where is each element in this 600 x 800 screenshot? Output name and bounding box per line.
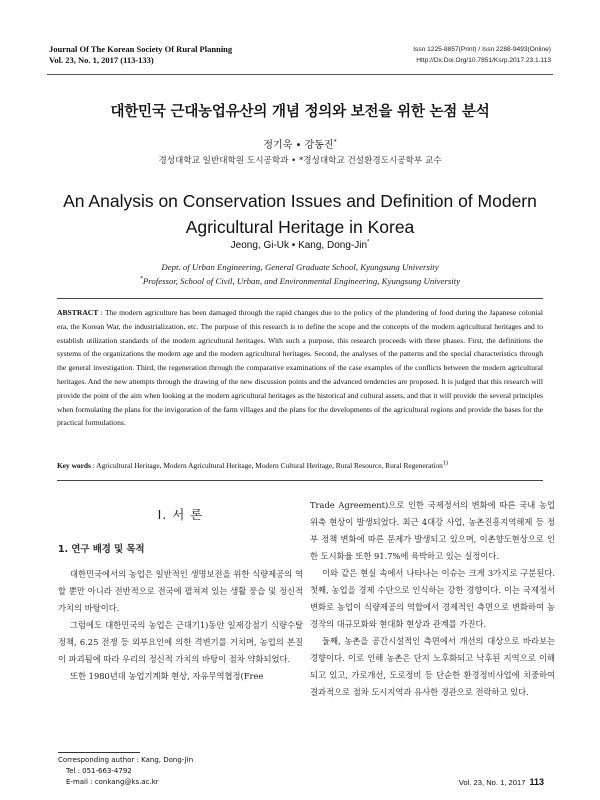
corresponding-tel: Tel : 051-663-4792 — [66, 767, 132, 775]
title-english-line-2: Agricultural Heritage in Korea — [185, 217, 415, 237]
page-number: 113 — [529, 777, 544, 787]
authors-korean-mark: * — [333, 138, 337, 146]
footer-volume: Vol. 23, No. 1, 2017 — [458, 778, 526, 787]
left-paragraph-3: 또한 1980년대 농업기계화 현상, 자유무역협정(Free — [70, 671, 264, 681]
issn: Issn 1225-8857(Print) / Issn 2288-9493(Online) — [413, 46, 551, 53]
corresponding-author: Corresponding author : Kang, Dong-Jin — [58, 756, 194, 764]
authors-english-mark: * — [367, 239, 370, 246]
abstract-text: : The modern agriculture has been damaged through the rapid changes due to the policy of the plundering of food during the Japanese colonial era, the Korean War, the industrialization, etc. The purpose of this research is to define the scope and the concepts of the modern agricultural heritages and to establish utilization standards of the modern agricultural heritages. With such a purpose, this research proceeds with three phases. First, the definitions the systems of the organizations the modern age and the modern agricultural heritages. Second, the analyses of the patterns and the special characteristics through the general investigation. Third, the regeneration through the comparative examinations of the case examples of the conflicts between the modern agricultural heritages. And the new attempts through the drawing of the new discussion points and the advanced tendencies are proposed. It is judged that this research will provide the point of the aim when looking at the modern agricultural heritages as the historical and cultural assets, and that it will provide the several principles when formulating the plans for the invigoration of the farm villages and the plans for the developments of the agricultural regions and provide the bases for the practical formulations. — [57, 308, 544, 428]
journal-header-left — [49, 44, 232, 66]
journal-header-right — [413, 44, 551, 66]
keywords-text: : Agricultural Heritage, Modern Agricultural Heritage, Modern Cultural Heritage, Rural Resource, Rural Regeneration — [92, 461, 443, 470]
affiliation-english-1: Dept. of Urban Engineering, General Graduate School, Kyungsung University — [161, 262, 439, 272]
left-column — [58, 500, 303, 685]
abstract — [57, 306, 543, 430]
title-english — [0, 188, 600, 240]
subsection-title: 1. 연구 배경 및 목적 — [58, 544, 145, 555]
volume-info: Vol. 23, No. 1, 2017 (113-133) — [49, 55, 154, 65]
keywords-footnote-mark: 1) — [442, 460, 448, 467]
affiliation-english-2-text: Professor, School of Civil, Urban, and Environmental Engineering, Kyungsung University — [142, 276, 461, 286]
affiliation-english-2 — [0, 274, 600, 288]
keywords-label: Key words — [57, 461, 91, 470]
right-column — [310, 497, 555, 701]
abstract-label: ABSTRACT — [57, 308, 99, 317]
affiliation-english — [0, 260, 600, 288]
affiliation-english-2-mark: * — [139, 276, 143, 283]
abstract-top-rule — [57, 298, 543, 299]
keywords — [57, 460, 543, 472]
authors-korean-names: 정기욱 • 강동진 — [263, 140, 334, 151]
authors-english — [0, 240, 600, 251]
authors-english-names: Jeong, Gi-Uk • Kang, Dong-Jin — [230, 240, 367, 251]
page-footer — [459, 777, 544, 787]
title-korean: 대한민국 근대농업유산의 개념 정의와 보전을 위한 논점 분석 — [110, 104, 490, 120]
right-paragraph-3: 둘째, 농촌을 공간시설적인 측면에서 개선의 대상으로 바라보는 경향이다. 이로 인해 농촌은 단지 노후화되고 낙후된 지역으로 이해되고 있고, 가로개선, 도로정비 등 단순한 환경정비사업에 치중하여 결과적으로 점차 도시지역과 유사한 경관으로 전락하고 있다. — [310, 636, 555, 697]
footnote-divider — [58, 752, 140, 753]
left-paragraph-1: 대한민국에서의 농업은 일반적인 생명보전을 위한 식량제공의 역할 뿐만 아니라 전반적으로 전국에 펼쳐져 있는 생활 풍습 및 정신적 가치의 바탕이다. — [58, 569, 303, 613]
journal-title: Journal Of The Korean Society Of Rural Planning — [49, 44, 233, 54]
left-paragraph-2: 그럼에도 대한민국의 농업은 근대기1)동안 일제강점기 식량수탈 정책, 6.25 전쟁 등 외부요인에 의한 격변기를 거치며, 농업의 본질이 파괴됨에 따라 우리의 정신적 가치의 바탕이 점차 약화되었다. — [58, 620, 303, 664]
right-paragraph-1: Trade Agreement)으로 인한 국제정서의 변화에 따른 국내 농업 위축 현상이 발생되었다. 최근 4대강 사업, 농촌진흥지역해제 등 정부 정책 변화에 따른 문제가 발생되고 있으며, 이촌향도현상으로 인한 도시화율 또한 91.7%에 육박하고 있는 실정이다. — [310, 500, 555, 561]
right-paragraph-2: 이와 같은 현실 속에서 나타나는 이슈는 크게 3가지로 구분된다. 첫째, 농업을 경제 수단으로 인식하는 강한 경향이다. 이는 국제정서 변화로 농업이 식량제공의 역할에서 경제적인 측면으로 변화하여 농경작의 대규모화와 현대화 현상과 관계를 가진다. — [310, 568, 555, 629]
keywords-bottom-rule — [57, 480, 543, 481]
corresponding-email[interactable]: E-mail : conkang@ks.ac.kr — [66, 778, 159, 786]
title-english-line-1: An Analysis on Conservation Issues and Definition of Modern — [63, 191, 537, 211]
header-divider — [47, 74, 553, 75]
doi-link[interactable]: Http://Dx.Doi.Org/10.7851/Ksrp.2017.23.1.113 — [416, 57, 551, 64]
section-title: I. 서 론 — [157, 507, 204, 522]
corresponding-author-footnote — [58, 755, 303, 788]
affiliation-korean: 경성대학교 일반대학원 도시공학과 • *경성대학교 건설환경도시공학부 교수 — [158, 156, 442, 166]
authors-korean — [0, 136, 600, 151]
